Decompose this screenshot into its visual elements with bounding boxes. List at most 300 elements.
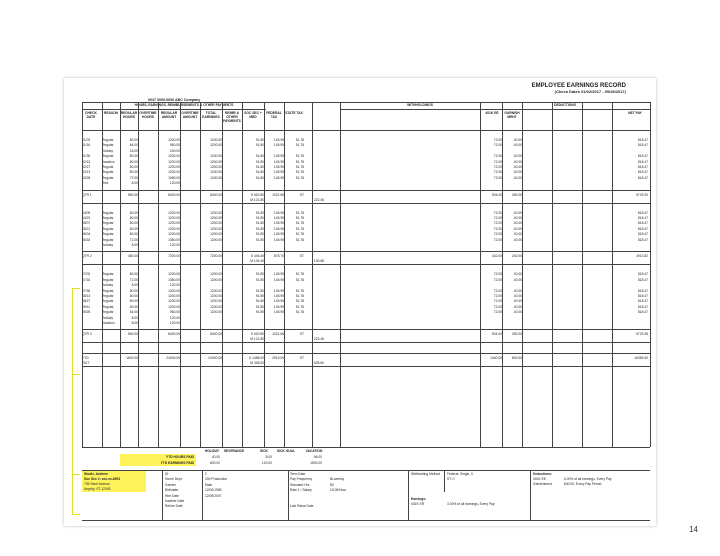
cell-fed: 145.95 — [273, 310, 284, 315]
cell-state: 51.78 — [295, 221, 304, 226]
column-divider — [552, 102, 553, 447]
cell-fed: 145.95 — [273, 154, 284, 159]
summary-cell-net: 5729.28 — [636, 332, 648, 337]
cell-reg_amt: 1200.00 — [168, 165, 180, 169]
cell-state: 51.78 — [295, 237, 304, 242]
column-header: REGULAR HOURS — [120, 111, 138, 119]
ytd-earnings-value: 120.00 — [261, 461, 272, 465]
row-rule — [82, 264, 650, 265]
cell-state: 51.78 — [295, 277, 304, 282]
cell-reg_amt: 1200.00 — [168, 288, 180, 293]
deductions-label: Deductions: — [533, 472, 553, 476]
employee-address-line1: 736 Steel Avenue — [84, 482, 110, 486]
cell-total: 1200.00 — [210, 221, 222, 226]
cell-garn: 40.00 — [513, 304, 522, 309]
cell-garn: 40.00 — [513, 299, 522, 304]
cell-reg_hours: 72.00 — [129, 237, 138, 242]
summary-cell-state-total: 222.46 — [313, 337, 324, 342]
summary-cell-garn: 280.00 — [511, 332, 522, 337]
summary-cell-ss: S 1488.00 — [248, 356, 264, 361]
summary-cell-date: QTR 1 — [82, 192, 92, 197]
column-header: NET PAY — [628, 111, 642, 115]
cell-ss: 91.80 — [255, 226, 264, 231]
cell-total: 1200.00 — [210, 138, 222, 142]
column-header: REIMB & OTHER PAYMENTS — [223, 111, 241, 123]
cell-ss: 91.80 — [255, 310, 264, 315]
cell-reason: Regular — [102, 138, 114, 142]
cell-date: 07/02 — [82, 272, 91, 277]
cell-k401: 72.00 — [493, 277, 502, 282]
cell-total: 1200.00 — [210, 288, 222, 293]
cell-reg_amt: 1200.00 — [168, 210, 180, 215]
cell-reason: Regular — [102, 294, 114, 298]
cell-reg_hours: 64.00 — [129, 310, 138, 315]
cell-total: 1200.00 — [210, 165, 222, 169]
column-divider — [242, 102, 243, 447]
summary-cell-k401: 1440.00 — [490, 356, 502, 361]
cell-reason: Holiday — [102, 283, 113, 288]
cell-garn: 40.00 — [513, 210, 522, 215]
summary-cell-ss: S 520.80 — [250, 332, 264, 337]
cell-reg_hours: 80.00 — [129, 170, 138, 175]
cell-state: 51.78 — [295, 272, 304, 277]
info-border-bottom — [82, 520, 650, 521]
cell-reg_amt: 1200.00 — [168, 304, 180, 309]
summary-cell-fed: 1021.65 — [272, 332, 284, 337]
earnings-description: 3.00% of all earnings, Every Pay — [447, 502, 495, 506]
cell-k401: 72.00 — [493, 299, 502, 304]
summary-cell-total: 8400.00 — [210, 332, 222, 337]
cell-net: 818.47 — [637, 288, 648, 293]
cell-fed: 145.95 — [273, 299, 284, 304]
cell-reason: Regular — [102, 170, 114, 175]
cell-total: 1200.00 — [210, 143, 222, 148]
summary-cell-reg_amt: 7200.00 — [168, 254, 180, 259]
cell-total: 1200.00 — [210, 299, 222, 304]
cell-reg_amt: 1200.00 — [168, 216, 180, 220]
cell-date: 08/13 — [82, 294, 91, 298]
column-divider — [200, 102, 201, 447]
cell-fed: 145.95 — [273, 288, 284, 293]
cell-reg_hours: 64.00 — [129, 143, 138, 148]
summary-cell-state: ST — [299, 254, 304, 259]
column-divider — [138, 102, 139, 447]
ytd-paid-header: SICK GUAL — [276, 449, 296, 453]
column-header: GARNISH MENT — [504, 111, 520, 119]
cell-garn: 40.00 — [513, 221, 522, 226]
cell-reg_amt: 960.00 — [169, 143, 180, 148]
cell-date: 02/13 — [82, 159, 91, 164]
summary-cell-fed: 875.70 — [273, 254, 284, 259]
cell-fed: 145.95 — [273, 226, 284, 231]
cell-net: 818.47 — [637, 165, 648, 169]
cell-reg_amt: 120.00 — [169, 181, 180, 186]
cell-state: 51.78 — [295, 288, 304, 293]
table-rule — [82, 109, 266, 110]
summary-cell-total: 7200.00 — [210, 254, 222, 259]
column-header: STATE TAX — [285, 111, 303, 115]
cell-total: 1200.00 — [210, 175, 222, 180]
summary-cell-net: 5729.29 — [636, 192, 648, 197]
ytd-earnings-label: YTD EARNINGS PAID — [160, 461, 194, 465]
column-divider — [180, 102, 181, 447]
cell-state: 51.78 — [295, 226, 304, 231]
cell-date: 02/27 — [82, 165, 91, 169]
cell-state: 51.78 — [295, 143, 304, 148]
cell-fed: 145.95 — [273, 237, 284, 242]
cell-net: 818.47 — [637, 310, 648, 315]
summary-cell-total: 24000.00 — [208, 356, 222, 361]
cell-date: 07/30 — [82, 288, 91, 293]
report-date-range: (Check Dates 01/02/2017 - 09/25/2017) — [554, 89, 626, 94]
cell-state: 51.78 — [295, 232, 304, 237]
table-rule — [82, 130, 650, 131]
summary-cell-state-total: 190.68 — [313, 259, 324, 264]
cell-k401: 72.00 — [493, 138, 502, 142]
column-divider — [264, 102, 265, 447]
info-divider — [444, 470, 445, 492]
earnings-code: 401K ER — [411, 502, 425, 506]
summary-cell-state: ST — [299, 332, 304, 337]
cell-state: 51.78 — [295, 159, 304, 164]
column-divider — [120, 102, 121, 447]
cell-state: 51.78 — [295, 170, 304, 175]
summary-cell-garn: 280.00 — [511, 192, 522, 197]
cell-reg_hours: 80.00 — [129, 210, 138, 215]
ytd-paid-header: SICK — [260, 449, 268, 453]
cell-reg_hours: 80.00 — [129, 221, 138, 226]
cell-garn: 40.00 — [513, 138, 522, 142]
info-divider — [288, 470, 289, 520]
cell-ss: 91.80 — [255, 237, 264, 242]
cell-date: 04/09 — [82, 210, 91, 215]
cell-net: 818.47 — [637, 138, 648, 142]
info-divider — [202, 470, 203, 520]
summary-cell-date: YTD — [82, 356, 89, 361]
summary-cell-total: 8400.00 — [210, 192, 222, 197]
cell-net: 818.47 — [637, 154, 648, 159]
cell-net: 818.47 — [637, 210, 648, 215]
cell-ss: 91.80 — [255, 288, 264, 293]
cell-reg_hours: 80.00 — [129, 226, 138, 231]
cell-state: 51.78 — [295, 154, 304, 159]
cell-net: 818.47 — [637, 299, 648, 304]
cell-total: 1200.00 — [210, 272, 222, 277]
summary-cell-k401: 504.00 — [491, 332, 502, 337]
cell-net: 818.47 — [637, 170, 648, 175]
cell-fed: 145.95 — [273, 170, 284, 175]
cell-fed: 145.95 — [273, 165, 284, 169]
bracket-ytd — [72, 514, 80, 515]
cell-reg_hours: 8.00 — [131, 315, 138, 320]
cell-reason: Regular — [102, 210, 114, 215]
cell-reason: Holiday — [102, 148, 113, 153]
summary-cell-ss: S 446.40 — [250, 254, 264, 259]
cell-date: 05/07 — [82, 221, 91, 226]
cell-net: 818.47 — [637, 277, 648, 282]
cell-garn: 40.00 — [513, 159, 522, 164]
summary-cell-reg_amt: 8400.00 — [168, 192, 180, 197]
cell-net: 818.47 — [637, 175, 648, 180]
cell-reg_amt: 1200.00 — [168, 299, 180, 304]
cell-reason: Regular — [102, 299, 114, 304]
cell-total: 1200.00 — [210, 304, 222, 309]
cell-k401: 72.00 — [493, 221, 502, 226]
ytd-paid-header: HOLIDAY — [204, 449, 220, 453]
summary-cell-reg_hours: 1600.00 — [126, 356, 138, 361]
summary-cell-state-total: 635.60 — [313, 361, 324, 366]
row-rule — [82, 190, 650, 191]
cell-net: 818.47 — [637, 159, 648, 164]
summary-cell-date: QTR 3 — [82, 332, 92, 337]
ytd-hours-value: 8.00 — [265, 455, 272, 459]
cell-fed: 145.95 — [273, 221, 284, 226]
cell-ss: 91.80 — [255, 159, 264, 164]
summary-cell-net: 16369.40 — [634, 356, 648, 361]
cell-reg_amt: 1200.00 — [168, 272, 180, 277]
cell-reason: Sick — [102, 181, 109, 186]
cell-fed: 145.95 — [273, 277, 284, 282]
cell-ss: 91.80 — [255, 299, 264, 304]
page-number: 14 — [689, 525, 698, 534]
cell-date: 01/02 — [82, 138, 91, 142]
cell-date: 06/04 — [82, 232, 91, 237]
cell-reason: Regular — [102, 165, 114, 169]
row-rule — [82, 251, 650, 252]
column-header: 401K EE — [485, 111, 499, 115]
column-header: CHECK DATE — [85, 111, 97, 119]
cell-fed: 145.95 — [273, 210, 284, 215]
cell-reg_hours: 80.00 — [129, 159, 138, 164]
cell-garn: 40.00 — [513, 170, 522, 175]
cell-garn: 40.00 — [513, 154, 522, 159]
cell-reg_hours: 8.00 — [131, 243, 138, 247]
column-header: REGULAR AMOUNT — [160, 111, 178, 119]
cell-state: 51.78 — [295, 165, 304, 169]
employee-name: Shultz, Andrew — [84, 472, 108, 476]
cell-ss: 91.80 — [255, 277, 264, 282]
cell-total: 1200.00 — [210, 154, 222, 159]
cell-reg_amt: 1080.00 — [168, 175, 180, 180]
column-divider — [480, 102, 481, 447]
cell-reason: Regular — [102, 272, 114, 277]
cell-reg_hours: 80.00 — [129, 216, 138, 220]
column-divider — [340, 102, 341, 447]
cell-k401: 72.00 — [493, 170, 502, 175]
cell-ss: 91.80 — [255, 170, 264, 175]
cell-ss: 91.80 — [255, 304, 264, 309]
group-header-withholdings: WITHHOLDINGS — [407, 103, 433, 107]
column-divider — [502, 102, 503, 447]
cell-reg_hours: 80.00 — [129, 288, 138, 293]
group-header-deductions: DEDUCTIONS — [554, 103, 576, 107]
cell-total: 1200.00 — [210, 310, 222, 315]
cell-reg_hours: 72.00 — [129, 277, 138, 282]
ytd-hours-label: YTD HOURS PAID — [166, 455, 194, 459]
cell-reason: Regular — [102, 237, 114, 242]
cell-ss: 91.80 — [255, 232, 264, 237]
row-rule — [82, 353, 650, 354]
cell-garn: 40.00 — [513, 226, 522, 231]
cell-fed: 145.95 — [273, 272, 284, 277]
cell-k401: 72.00 — [493, 288, 502, 293]
withholding-state: ST: 0 — [447, 477, 455, 481]
cell-k401: 72.00 — [493, 159, 502, 164]
ytd-paid-header: VACATION — [305, 449, 323, 453]
cell-date: 04/23 — [82, 216, 91, 220]
summary-cell-reg_amt: 8400.00 — [168, 332, 180, 337]
cell-reason: Regular — [102, 221, 114, 226]
column-header: OVERTIME AMOUNT — [181, 111, 199, 119]
cell-k401: 72.00 — [493, 237, 502, 242]
deduction-descriptions: 6.00% of all earnings, Every Pay $40.00, Every Pay Period — [564, 477, 612, 487]
cell-reg_hours: 80.00 — [129, 232, 138, 237]
column-header: REASON — [103, 111, 119, 115]
cell-reg_amt: 1080.00 — [168, 237, 180, 242]
cell-fed: 145.95 — [273, 143, 284, 148]
cell-reg_amt: 1200.00 — [168, 159, 180, 164]
cell-fed: 145.95 — [273, 304, 284, 309]
column-divider — [650, 102, 651, 447]
cell-k401: 72.00 — [493, 154, 502, 159]
cell-ss: 91.80 — [255, 272, 264, 277]
cell-total: 1200.00 — [210, 210, 222, 215]
column-header: OVERTIME HOURS — [139, 111, 157, 119]
cell-k401: 72.00 — [493, 175, 502, 180]
cell-reason: Vacation — [102, 159, 115, 164]
cell-net: 818.47 — [637, 232, 648, 237]
employee-address-line2: Anycity, ST 12345 — [84, 487, 111, 491]
cell-reason: Regular — [102, 232, 114, 237]
cell-reason: Holiday — [102, 243, 113, 247]
ytd-earnings-value: 1500.00 — [310, 461, 322, 465]
cell-fed: 145.95 — [273, 294, 284, 298]
cell-total: 1200.00 — [210, 226, 222, 231]
cell-net: 818.47 — [637, 272, 648, 277]
cell-date: 08/27 — [82, 299, 91, 304]
cell-ss: 91.80 — [255, 216, 264, 220]
column-divider — [82, 102, 83, 447]
bracket-qtr3 — [72, 474, 80, 475]
summary-cell-date: QTR 2 — [82, 254, 92, 259]
cell-garn: 40.00 — [513, 175, 522, 180]
cell-k401: 72.00 — [493, 165, 502, 169]
cell-reg_amt: 120.00 — [169, 243, 180, 247]
cell-total: 1200.00 — [210, 159, 222, 164]
cell-date: 03/28 — [82, 175, 91, 180]
cell-net: 818.47 — [637, 143, 648, 148]
summary-cell-fed: 2919.00 — [272, 356, 284, 361]
bracket-vertical — [72, 288, 73, 514]
earnings-label: Earnings: — [411, 497, 427, 501]
cell-reason: Regular — [102, 143, 114, 148]
column-divider — [284, 102, 285, 447]
cell-date: 06/18 — [82, 237, 91, 242]
deduction-codes: 401K EE Garnishment — [533, 477, 552, 487]
cell-date: 01/30 — [82, 154, 91, 159]
cell-ss: 91.80 — [255, 154, 264, 159]
column-divider — [312, 102, 313, 447]
cell-reg_amt: 120.00 — [169, 321, 180, 325]
cell-fed: 145.95 — [273, 216, 284, 220]
cell-garn: 40.00 — [513, 237, 522, 242]
summary-cell-fed: 1021.65 — [272, 192, 284, 197]
summary-year: 2017 — [82, 361, 90, 366]
cell-net: 818.47 — [637, 294, 648, 298]
cell-reg_amt: 1080.00 — [168, 277, 180, 282]
cell-reg_amt: 1200.00 — [168, 294, 180, 298]
cell-reason: Vacation — [102, 321, 115, 325]
cell-fed: 145.95 — [273, 232, 284, 237]
cell-date: 01/16 — [82, 143, 91, 148]
table-rule — [480, 109, 650, 110]
summary-cell-ss: S 520.80 — [250, 192, 264, 197]
row-rule — [82, 203, 650, 204]
cell-reason: Regular — [102, 226, 114, 231]
cell-reg_hours: 80.00 — [129, 304, 138, 309]
cell-state: 51.78 — [295, 294, 304, 298]
cell-reg_amt: 120.00 — [169, 283, 180, 288]
employee-info-values: 2 200 Production Male 12/02/1989 12/09/2007 — [205, 472, 228, 498]
cell-garn: 40.00 — [513, 216, 522, 220]
cell-reg_hours: 16.00 — [129, 148, 138, 153]
cell-reg_amt: 1200.00 — [168, 138, 180, 142]
cell-garn: 40.00 — [513, 294, 522, 298]
cell-total: 1200.00 — [210, 216, 222, 220]
cell-reg_hours: 8.00 — [131, 321, 138, 325]
cell-reason: Regular — [102, 175, 114, 180]
info-divider — [408, 470, 409, 520]
cell-garn: 40.00 — [513, 272, 522, 277]
cell-reg_hours: 80.00 — [129, 154, 138, 159]
table-border-bottom — [82, 447, 650, 448]
cell-k401: 72.00 — [493, 226, 502, 231]
cell-state: 51.78 — [295, 310, 304, 315]
cell-date: 03/13 — [82, 170, 91, 175]
cell-ss: 91.80 — [255, 143, 264, 148]
info-border-top — [82, 470, 650, 471]
ytd-hours-value: 96.00 — [313, 455, 322, 459]
cell-ss: 91.80 — [255, 210, 264, 215]
cell-k401: 72.00 — [493, 272, 502, 277]
ytd-earnings-value: 600.00 — [209, 461, 220, 465]
cell-net: 818.47 — [637, 304, 648, 309]
cell-k401: 72.00 — [493, 143, 502, 148]
row-rule — [82, 366, 650, 367]
summary-cell-medicare: M 121.80 — [250, 197, 264, 202]
cell-ss: 91.80 — [255, 138, 264, 142]
cell-garn: 40.00 — [513, 288, 522, 293]
cell-state: 51.78 — [295, 299, 304, 304]
column-header: TOTAL EARNINGS — [202, 111, 220, 119]
cell-k401: 72.00 — [493, 216, 502, 220]
cell-reason: Regular — [102, 216, 114, 220]
cell-ss: 91.80 — [255, 294, 264, 298]
cell-garn: 40.00 — [513, 143, 522, 148]
cell-k401: 72.00 — [493, 210, 502, 215]
cell-fed: 145.95 — [273, 175, 284, 180]
cell-reg_hours: 8.00 — [131, 283, 138, 288]
summary-cell-medicare: M 104.40 — [250, 259, 264, 264]
cell-state: 51.78 — [295, 138, 304, 142]
cell-reg_amt: 960.00 — [169, 310, 180, 315]
cell-reg_amt: 1200.00 — [168, 226, 180, 231]
group-header-hours: HOURS, EARNINGS, REIMBURSEMENTS & OTHER PAYMENTS — [134, 103, 234, 107]
cell-ss: 91.80 — [255, 221, 264, 226]
ytd-hours-value: 40.00 — [211, 455, 220, 459]
column-divider — [612, 102, 613, 447]
cell-reg_amt: 1200.00 — [168, 232, 180, 237]
